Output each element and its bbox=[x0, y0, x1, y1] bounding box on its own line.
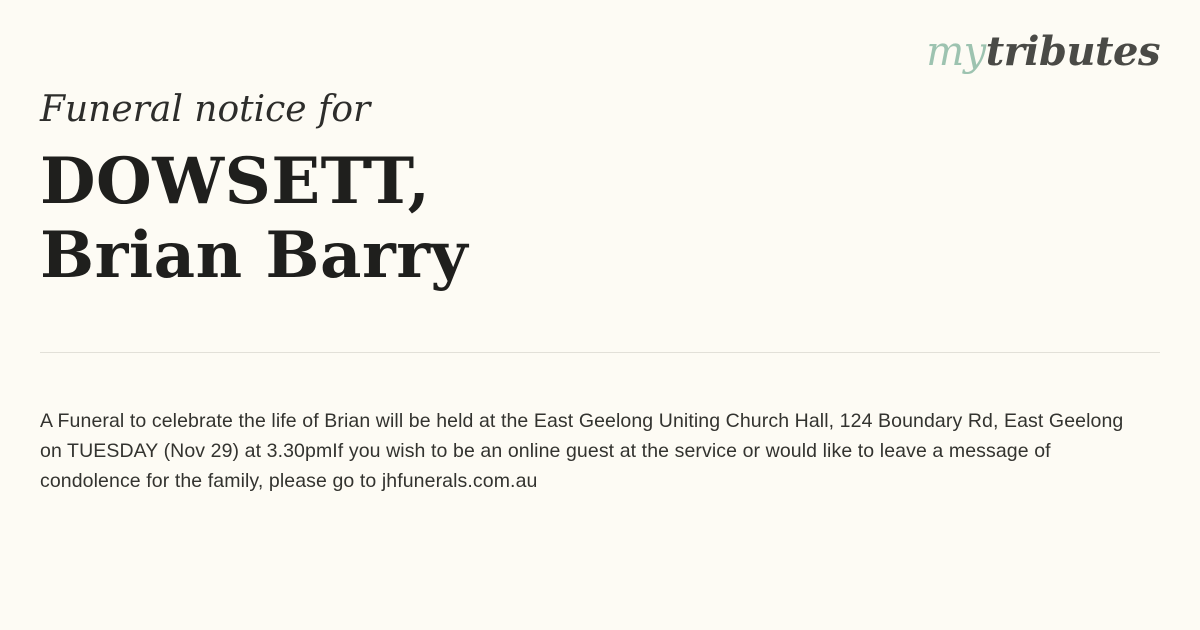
page-title bbox=[40, 145, 1160, 292]
notice-kicker: Funeral notice for bbox=[40, 89, 371, 130]
notice-header bbox=[40, 0, 1160, 335]
notice-body-text: A Funeral to celebrate the life of Brian will be held at the East Geelong Uniting Church Hall, 124 Boundary Rd, East Geelong on TUESDAY (Nov 29) at 3.30pmIf you wish to be an online guest at the service or would like to leave a message of condolence for the family, please go to jhfunerals.com.au bbox=[40, 409, 1124, 492]
title-given-names: Brian Barry bbox=[40, 217, 469, 293]
title-surname: DOWSETT, bbox=[40, 144, 431, 220]
logo-text-tributes: tributes bbox=[985, 28, 1160, 75]
section-divider bbox=[40, 352, 1160, 353]
logo-text-my: my bbox=[926, 29, 986, 75]
